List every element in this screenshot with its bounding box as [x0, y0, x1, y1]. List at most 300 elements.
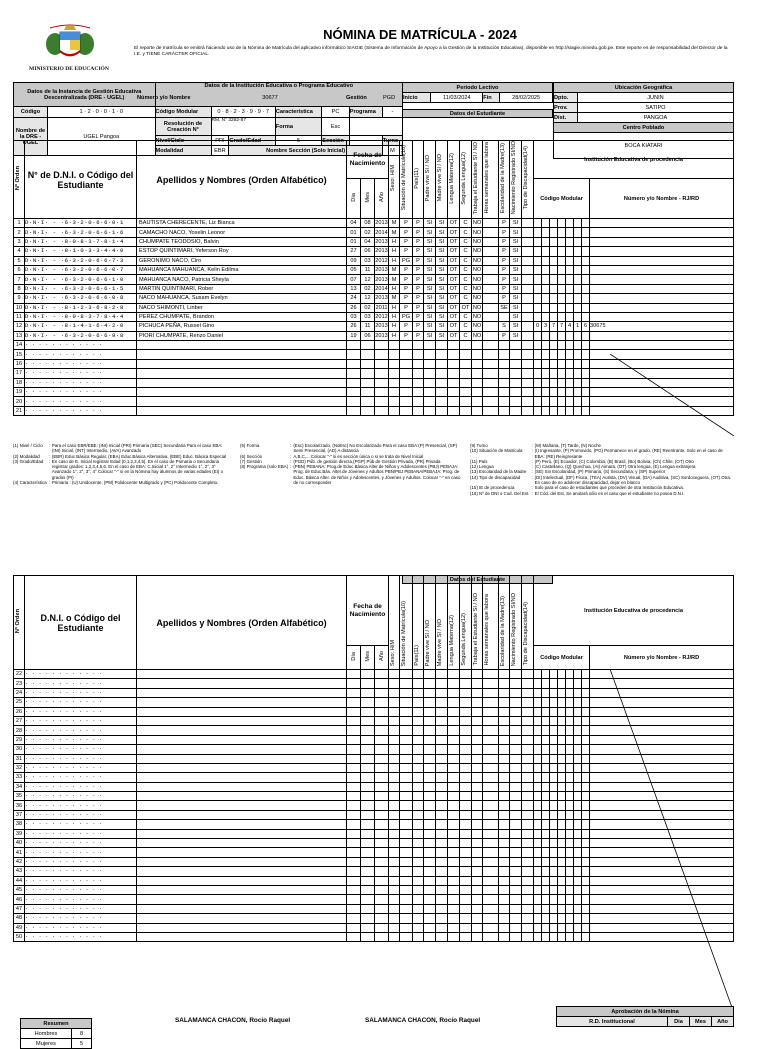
mujeres-label: Mujeres — [21, 1039, 72, 1049]
cod-modular-digit — [542, 228, 550, 237]
student-field: P — [413, 331, 424, 340]
empty-cell — [413, 679, 424, 688]
empty-cell — [534, 932, 542, 941]
empty-cell — [522, 745, 534, 754]
empty-cell — [460, 867, 472, 876]
note-sep: : — [531, 490, 533, 496]
empty-cell — [347, 801, 361, 810]
cod-modular-digit — [550, 247, 558, 256]
empty-cell — [436, 406, 448, 415]
empty-cell — [413, 369, 424, 378]
forma-value: Esc — [322, 118, 349, 136]
empty-cell — [389, 782, 400, 791]
student-field — [522, 265, 534, 274]
empty-cell — [389, 848, 400, 857]
empty-cell — [413, 820, 424, 829]
empty-cell — [472, 397, 483, 406]
modalidad-label: Modalidad — [155, 146, 211, 156]
cod-modular-digit — [534, 275, 542, 284]
dni-placeholder: · · · · · · · · · · · · — [25, 679, 137, 688]
empty-cell — [510, 688, 522, 697]
empty-cell — [413, 388, 424, 397]
empty-cell — [424, 885, 436, 894]
gestion-value: PGD — [383, 95, 396, 101]
empty-cell — [347, 848, 361, 857]
empty-cell — [137, 670, 347, 679]
empty-cell — [582, 763, 590, 772]
empty-cell — [522, 359, 534, 368]
empty-cell — [137, 848, 347, 857]
empty-cell — [550, 773, 558, 782]
empty-cell — [460, 895, 472, 904]
empty-cell — [460, 914, 472, 923]
empty-cell — [400, 810, 413, 819]
note-sep: : — [290, 464, 292, 470]
empty-cell — [574, 773, 582, 782]
note-key: (12) Lengua — [470, 464, 494, 470]
student-field: P — [499, 265, 510, 274]
empty-cell — [413, 763, 424, 772]
empty-cell — [582, 735, 590, 744]
empty-cell — [361, 904, 375, 913]
dni-placeholder: · · · · · · · · · · · · — [25, 923, 137, 932]
empty-cell — [566, 726, 574, 735]
col-lengua: Lengua Materna(12) — [449, 152, 456, 204]
cod-modular-digit — [558, 284, 566, 293]
empty-cell — [347, 670, 361, 679]
empty-cell — [510, 726, 522, 735]
modalidad-value: EBR — [211, 146, 229, 156]
empty-cell — [499, 867, 510, 876]
cod-modular-digit: 7 — [550, 322, 558, 331]
empty-cell — [460, 885, 472, 894]
student-field — [483, 322, 499, 331]
cod-modular-digit — [582, 284, 590, 293]
empty-cell — [582, 378, 590, 387]
empty-cell — [550, 397, 558, 406]
empty-cell — [483, 754, 499, 763]
col-nacimiento: Nacimiento Registrado SI/NO — [511, 141, 518, 215]
empty-cell — [550, 923, 558, 932]
empty-cell — [510, 754, 522, 763]
empty-cell — [542, 763, 550, 772]
procedencia-name — [590, 228, 734, 237]
note-key: (7) Gestión — [240, 458, 262, 464]
empty-cell — [566, 820, 574, 829]
empty-cell — [460, 726, 472, 735]
dni-placeholder: · · · · · · · · · · · · — [25, 792, 137, 801]
numero-nombre-header: Número y/o Nombre - RJ/RD — [590, 179, 734, 219]
empty-cell — [550, 867, 558, 876]
empty-cell — [448, 914, 460, 923]
student-field: SE — [500, 304, 508, 311]
procedencia-name — [590, 219, 734, 228]
student-field: H — [389, 331, 400, 340]
empty-cell — [483, 782, 499, 791]
row-number: 22 — [14, 670, 25, 679]
empty-cell — [448, 707, 460, 716]
student-field: SI — [510, 303, 522, 312]
cod-modular-digit: 4 — [566, 322, 574, 331]
empty-cell — [522, 716, 534, 725]
cod-modular-digit — [550, 256, 558, 265]
empty-cell — [510, 406, 522, 415]
empty-cell — [375, 932, 389, 941]
empty-cell — [483, 397, 499, 406]
empty-cell — [413, 359, 424, 368]
instancia-title: Datos de la Instancia de Gestión Educativa Descentralizada (DRE - UGEL) — [14, 83, 156, 107]
empty-cell — [472, 716, 483, 725]
empty-cell — [361, 369, 375, 378]
empty-cell — [389, 914, 400, 923]
nivel-value: PRI — [211, 136, 229, 146]
student-field: C — [460, 247, 472, 256]
empty-cell — [510, 867, 522, 876]
empty-cell — [137, 726, 347, 735]
student-field: C — [460, 265, 472, 274]
empty-cell — [574, 369, 582, 378]
student-field: SI — [436, 237, 448, 246]
empty-cell — [436, 359, 448, 368]
student-field: P — [413, 312, 424, 321]
forma-label: Forma — [275, 118, 321, 136]
empty-cell — [448, 932, 460, 941]
empty-cell — [522, 829, 534, 838]
empty-cell — [534, 735, 542, 744]
student-field: P — [400, 284, 413, 293]
cod-modular-digit — [558, 265, 566, 274]
empty-cell — [424, 707, 436, 716]
programa-label: Programa — [349, 107, 382, 118]
col-sexo: Sexo: H/M — [390, 164, 397, 192]
birth-month: 04 — [361, 237, 375, 246]
empty-cell — [522, 378, 534, 387]
empty-cell — [389, 876, 400, 885]
empty-cell — [347, 341, 361, 350]
empty-cell — [400, 782, 413, 791]
fin-value: 28/02/2025 — [500, 93, 553, 103]
empty-cell — [534, 914, 542, 923]
empty-cell — [347, 716, 361, 725]
empty-cell — [472, 932, 483, 941]
empty-cell — [137, 904, 347, 913]
empty-cell — [137, 359, 347, 368]
resumen-title: Resumen — [21, 1019, 92, 1029]
empty-cell — [534, 820, 542, 829]
empty-cell — [499, 679, 510, 688]
birth-day: 04 — [347, 219, 361, 228]
numero-label: Número y/o Nombre — [137, 95, 191, 101]
empty-cell — [534, 670, 542, 679]
birth-year: 2014 — [375, 285, 388, 292]
empty-cell — [499, 904, 510, 913]
empty-cell — [534, 716, 542, 725]
empty-cell — [582, 885, 590, 894]
col2-situacion: Situación de Matrícula(10) — [401, 600, 408, 666]
note-text: (C) Castellano, (Q) Quechua, (AI) Aimara, (OT) Otra lengua, (E) Lengua extranjera — [534, 464, 696, 470]
empty-cell — [472, 763, 483, 772]
row-number: 41 — [14, 848, 25, 857]
empty-cell — [413, 698, 424, 707]
empty-cell — [574, 904, 582, 913]
empty-cell — [542, 707, 550, 716]
codigo-label: Código — [14, 107, 48, 118]
cod-modular-digit — [534, 237, 542, 246]
empty-cell — [566, 698, 574, 707]
empty-cell — [389, 792, 400, 801]
empty-cell — [558, 388, 566, 397]
empty-cell — [361, 707, 375, 716]
student-field: SI — [510, 322, 522, 331]
empty-cell — [375, 820, 389, 829]
empty-cell — [472, 820, 483, 829]
empty-cell — [483, 801, 499, 810]
student-field: SI — [424, 265, 436, 274]
empty-cell — [400, 735, 413, 744]
birth-day: 13 — [347, 284, 361, 293]
empty-cell — [448, 820, 460, 829]
note-sep: : — [531, 485, 533, 491]
empty-cell — [483, 876, 499, 885]
empty-cell — [510, 350, 522, 359]
col2-lengua: Lengua Materna(12) — [449, 615, 456, 666]
student-field: C — [460, 312, 472, 321]
student-dni: D·N·I· - ·8·1·2·3·6·8·2·8 — [25, 303, 137, 312]
empty-cell — [499, 397, 510, 406]
empty-cell — [400, 848, 413, 857]
empty-cell — [499, 895, 510, 904]
empty-cell — [499, 829, 510, 838]
student-field — [483, 312, 499, 321]
empty-cell — [413, 792, 424, 801]
empty-cell — [542, 829, 550, 838]
empty-cell — [448, 801, 460, 810]
empty-cell — [413, 839, 424, 848]
empty-cell — [483, 810, 499, 819]
empty-cell — [542, 923, 550, 932]
empty-cell — [472, 754, 483, 763]
empty-cell — [347, 867, 361, 876]
empty-cell — [448, 885, 460, 894]
empty-cell — [137, 885, 347, 894]
empty-cell — [499, 754, 510, 763]
empty-cell — [375, 839, 389, 848]
empty-cell — [558, 867, 566, 876]
student-field: P — [400, 265, 413, 274]
empty-cell — [448, 698, 460, 707]
empty-cell — [522, 895, 534, 904]
empty-cell — [375, 792, 389, 801]
empty-cell — [534, 350, 542, 359]
empty-cell — [448, 867, 460, 876]
empty-cell — [550, 716, 558, 725]
empty-cell — [389, 397, 400, 406]
empty-cell — [534, 801, 542, 810]
col-escolaridad: Escolaridad de la Madre(13) — [500, 142, 507, 214]
empty-cell — [582, 350, 590, 359]
empty-cell — [460, 745, 472, 754]
empty-cell — [436, 378, 448, 387]
empty-cell — [472, 350, 483, 359]
empty-cell — [522, 773, 534, 782]
empty-cell — [347, 876, 361, 885]
cod-modular-digit: 0 — [534, 322, 542, 331]
student-field: OT — [448, 256, 460, 265]
note-key: (2) Modalidad — [13, 453, 40, 459]
empty-cell — [499, 735, 510, 744]
note-sep: : — [48, 458, 50, 464]
empty-cell — [582, 341, 590, 350]
birth-day: 03 — [347, 312, 361, 321]
student-field: C — [460, 331, 472, 340]
empty-cell — [522, 839, 534, 848]
empty-cell — [137, 763, 347, 772]
cod-modular-digit — [550, 294, 558, 303]
cod-modular-digit — [574, 275, 582, 284]
empty-cell — [347, 745, 361, 754]
empty-cell — [400, 406, 413, 415]
empty-cell — [542, 867, 550, 876]
empty-cell — [550, 670, 558, 679]
cod-modular-digit — [582, 256, 590, 265]
empty-cell — [558, 670, 566, 679]
empty-cell — [448, 688, 460, 697]
student-name: PEREZ CHUMPATE, Brandon — [137, 312, 347, 321]
student-field: H — [389, 312, 400, 321]
table-row — [14, 312, 734, 321]
cod-modular-digit — [574, 303, 582, 312]
empty-cell — [510, 792, 522, 801]
empty-cell — [347, 369, 361, 378]
birth-day: 19 — [347, 331, 361, 340]
empty-cell — [448, 670, 460, 679]
anio-header: Año — [378, 192, 385, 202]
empty-cell — [499, 848, 510, 857]
prov-label: Prov. — [554, 103, 578, 113]
student-field: C — [460, 275, 472, 284]
student-field: SI — [436, 284, 448, 293]
empty-cell — [522, 867, 534, 876]
birth-year: 2013 — [375, 220, 388, 227]
empty-cell — [400, 378, 413, 387]
empty-cell — [483, 763, 499, 772]
note-key: (9) Turno — [470, 443, 488, 448]
empty-cell — [460, 670, 472, 679]
empty-cell — [522, 782, 534, 791]
empty-cell — [436, 857, 448, 866]
empty-cell — [361, 914, 375, 923]
inicio-label: Inicio — [403, 93, 431, 103]
empty-cell — [534, 341, 542, 350]
note-sep: : — [531, 458, 533, 464]
cod-modular-digit — [582, 275, 590, 284]
cod-modular-digit — [534, 265, 542, 274]
empty-cell — [472, 406, 483, 415]
dni-placeholder: · · · · · · · · · · · · — [25, 914, 137, 923]
empty-cell — [550, 763, 558, 772]
cod-modular-digit — [534, 294, 542, 303]
cod-modular-digit — [558, 247, 566, 256]
student-field — [522, 275, 534, 284]
empty-cell — [558, 848, 566, 857]
student-name: GERONIMO NACO, Ciro — [137, 256, 347, 265]
ugel-codigo: 1 · 2 · 0 · 0 · 1 · 0 — [48, 107, 156, 118]
cod-modular-digit — [574, 237, 582, 246]
cod-modular-digit — [574, 312, 582, 321]
empty-cell — [542, 801, 550, 810]
student-field: SI — [510, 228, 522, 237]
empty-cell — [550, 885, 558, 894]
empty-cell — [558, 754, 566, 763]
empty-cell — [534, 904, 542, 913]
empty-cell — [558, 801, 566, 810]
empty-cell — [413, 735, 424, 744]
dni-placeholder: · · · · · · · · · · · · — [25, 754, 137, 763]
empty-cell — [483, 388, 499, 397]
empty-cell — [574, 735, 582, 744]
empty-cell — [472, 848, 483, 857]
table-row — [14, 331, 734, 340]
student-field: P — [400, 247, 413, 256]
empty-cell — [361, 397, 375, 406]
empty-cell — [534, 754, 542, 763]
resolucion-value: RM. N° 3282-87 — [211, 118, 275, 136]
empty-cell — [574, 914, 582, 923]
empty-cell — [460, 716, 472, 725]
cod-modular-digit — [558, 237, 566, 246]
page-title: NÓMINA DE MATRÍCULA - 2024 — [323, 27, 517, 42]
empty-cell — [510, 885, 522, 894]
empty-cell — [448, 754, 460, 763]
student-field: OT — [448, 322, 460, 331]
student-field: SI — [436, 228, 448, 237]
student-field: OT — [448, 294, 460, 303]
empty-cell — [534, 698, 542, 707]
anio-header-2: Año — [378, 651, 385, 661]
nombres-header-2: Apellidos y Nombres (Orden Alfabético) — [137, 576, 347, 670]
empty-cell — [550, 369, 558, 378]
student-field: SI — [510, 294, 522, 303]
empty-cell — [424, 810, 436, 819]
dni-placeholder: · · · · · · · · · · · · — [25, 735, 137, 744]
birth-month: 11 — [361, 265, 375, 274]
empty-cell — [448, 397, 460, 406]
turno-label: Turno — [382, 136, 402, 146]
empty-cell — [574, 876, 582, 885]
cod-modular-digit — [534, 256, 542, 265]
student-name: PIORI CHUMPATE, Renzo Daniel — [137, 331, 347, 340]
empty-cell — [137, 716, 347, 725]
empty-cell — [448, 679, 460, 688]
procedencia-name — [590, 294, 734, 303]
student-field: SI — [510, 237, 522, 246]
row-number: 18 — [14, 378, 25, 387]
empty-cell — [460, 698, 472, 707]
empty-cell — [582, 839, 590, 848]
student-field: C — [460, 294, 472, 303]
student-field: P — [499, 237, 510, 246]
dni-placeholder: · · · · · · · · · · · · — [25, 726, 137, 735]
empty-cell — [582, 848, 590, 857]
student-field: P — [413, 219, 424, 228]
procedencia-name: 30675 — [590, 322, 734, 331]
row-number: 23 — [14, 679, 25, 688]
empty-cell — [436, 820, 448, 829]
empty-cell — [436, 388, 448, 397]
note-key: (15) IE de procedencia — [470, 485, 515, 491]
empty-cell — [389, 895, 400, 904]
empty-cell — [400, 923, 413, 932]
